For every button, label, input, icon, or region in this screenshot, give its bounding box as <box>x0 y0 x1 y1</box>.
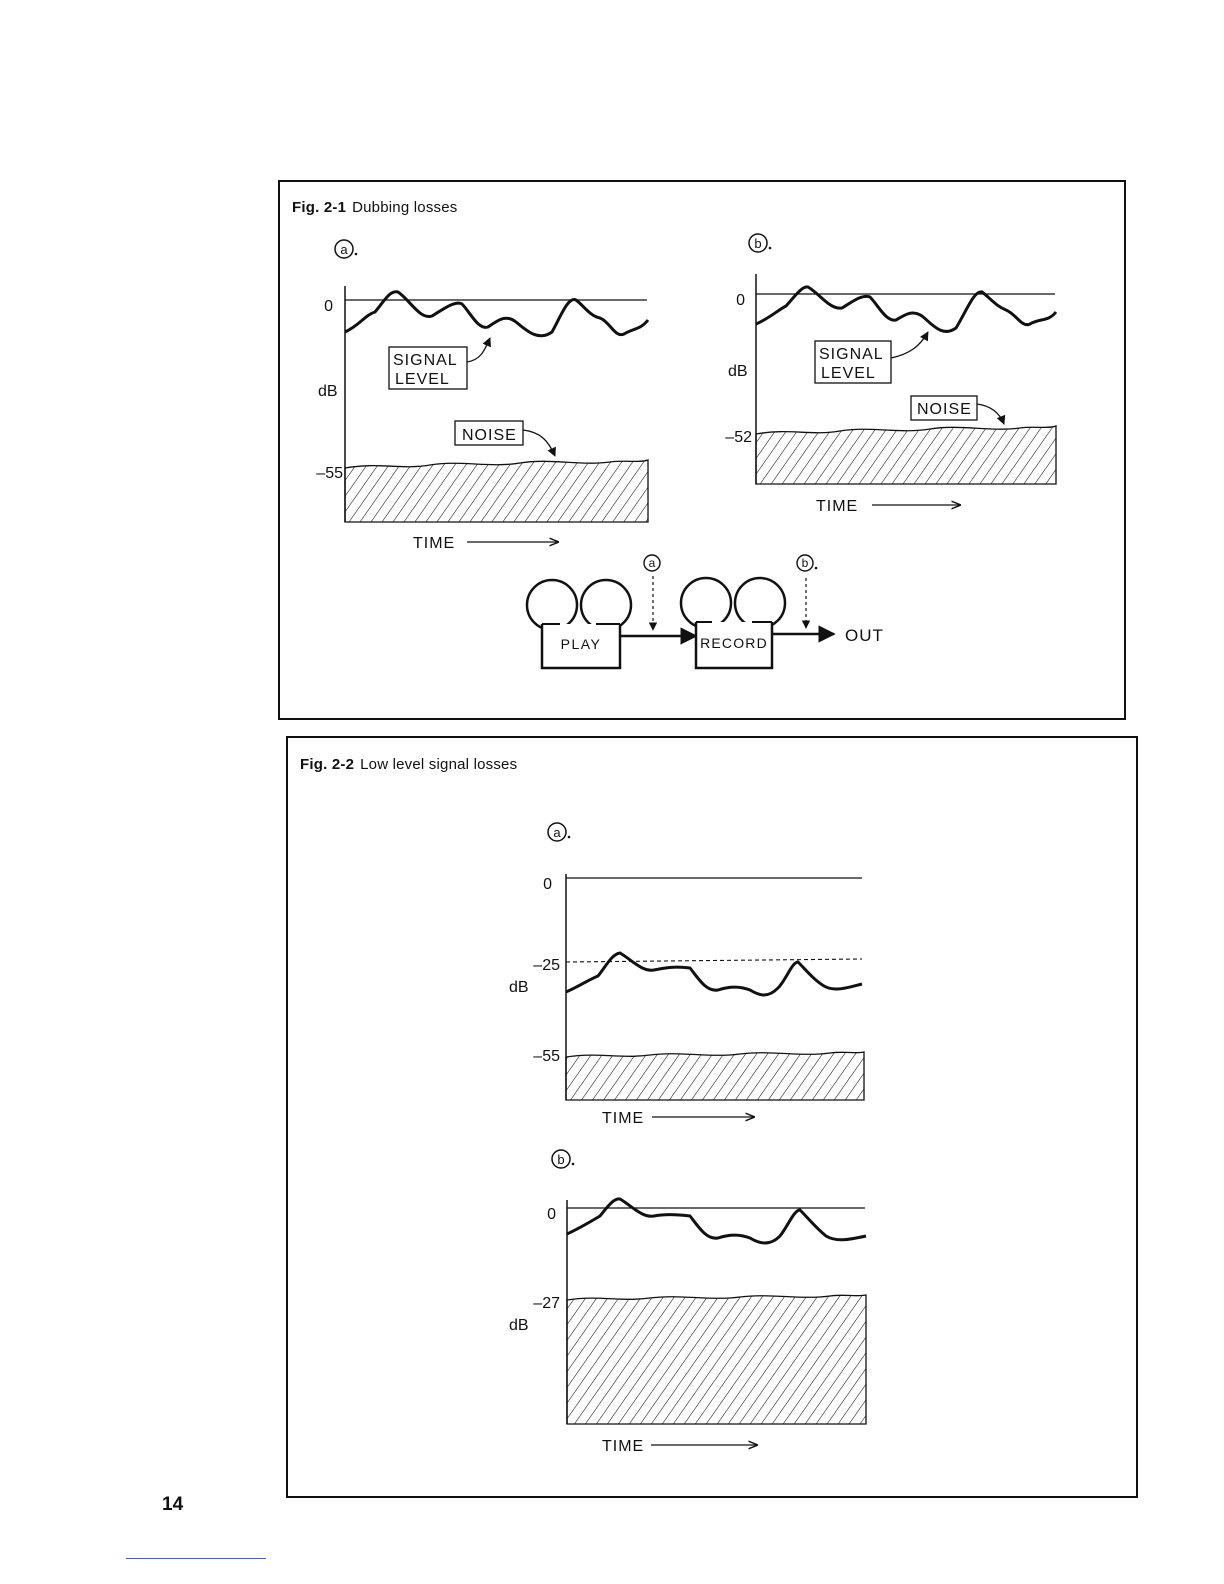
tick-label-signal: –25 <box>533 957 560 974</box>
svg-text:SIGNAL: SIGNAL <box>819 346 884 363</box>
svg-text:LEVEL: LEVEL <box>395 371 450 388</box>
svg-text:b: b <box>557 1152 565 1167</box>
x-axis-label: TIME <box>602 1438 645 1455</box>
svg-text:NOISE: NOISE <box>917 401 972 418</box>
tick-label-0: 0 <box>324 298 333 315</box>
tick-label-0: 0 <box>547 1206 556 1223</box>
y-unit-label: dB <box>728 363 748 380</box>
page-number: 14 <box>162 1494 184 1515</box>
y-unit-label: dB <box>509 1317 529 1334</box>
footer-rule <box>126 1558 266 1559</box>
out-label: OUT <box>845 626 884 645</box>
svg-text:SIGNAL: SIGNAL <box>393 352 458 369</box>
figure-2-1-frame <box>278 180 1126 720</box>
figure-caption <box>292 199 457 216</box>
tick-label-noise: –27 <box>533 1295 560 1312</box>
record-label: RECORD <box>700 635 768 651</box>
svg-text:a: a <box>340 242 348 257</box>
play-label: PLAY <box>560 636 602 652</box>
tick-label-noise: –55 <box>533 1048 560 1065</box>
tick-label-0: 0 <box>543 876 552 893</box>
figure-title: Low level signal losses <box>360 756 518 773</box>
figure-2-2-frame <box>286 736 1138 1498</box>
y-unit-label: dB <box>509 979 529 996</box>
svg-text:a: a <box>648 556 656 570</box>
y-unit-label: dB <box>318 383 338 400</box>
svg-text:b: b <box>754 236 762 251</box>
x-axis-label: TIME <box>602 1110 645 1127</box>
svg-text:NOISE: NOISE <box>462 427 517 444</box>
tick-label-noise: –55 <box>316 465 343 482</box>
svg-text:LEVEL: LEVEL <box>821 365 876 382</box>
tick-label-0: 0 <box>736 292 745 309</box>
x-axis-label: TIME <box>413 535 456 552</box>
figure-number: Fig. 2-1 <box>292 199 347 216</box>
figure-caption <box>300 756 517 773</box>
x-axis-label: TIME <box>816 498 859 515</box>
figure-number: Fig. 2-2 <box>300 756 355 773</box>
figure-title: Dubbing losses <box>352 199 458 216</box>
svg-text:b: b <box>801 556 809 570</box>
svg-text:a: a <box>553 825 561 840</box>
tick-label-noise: –52 <box>725 429 752 446</box>
